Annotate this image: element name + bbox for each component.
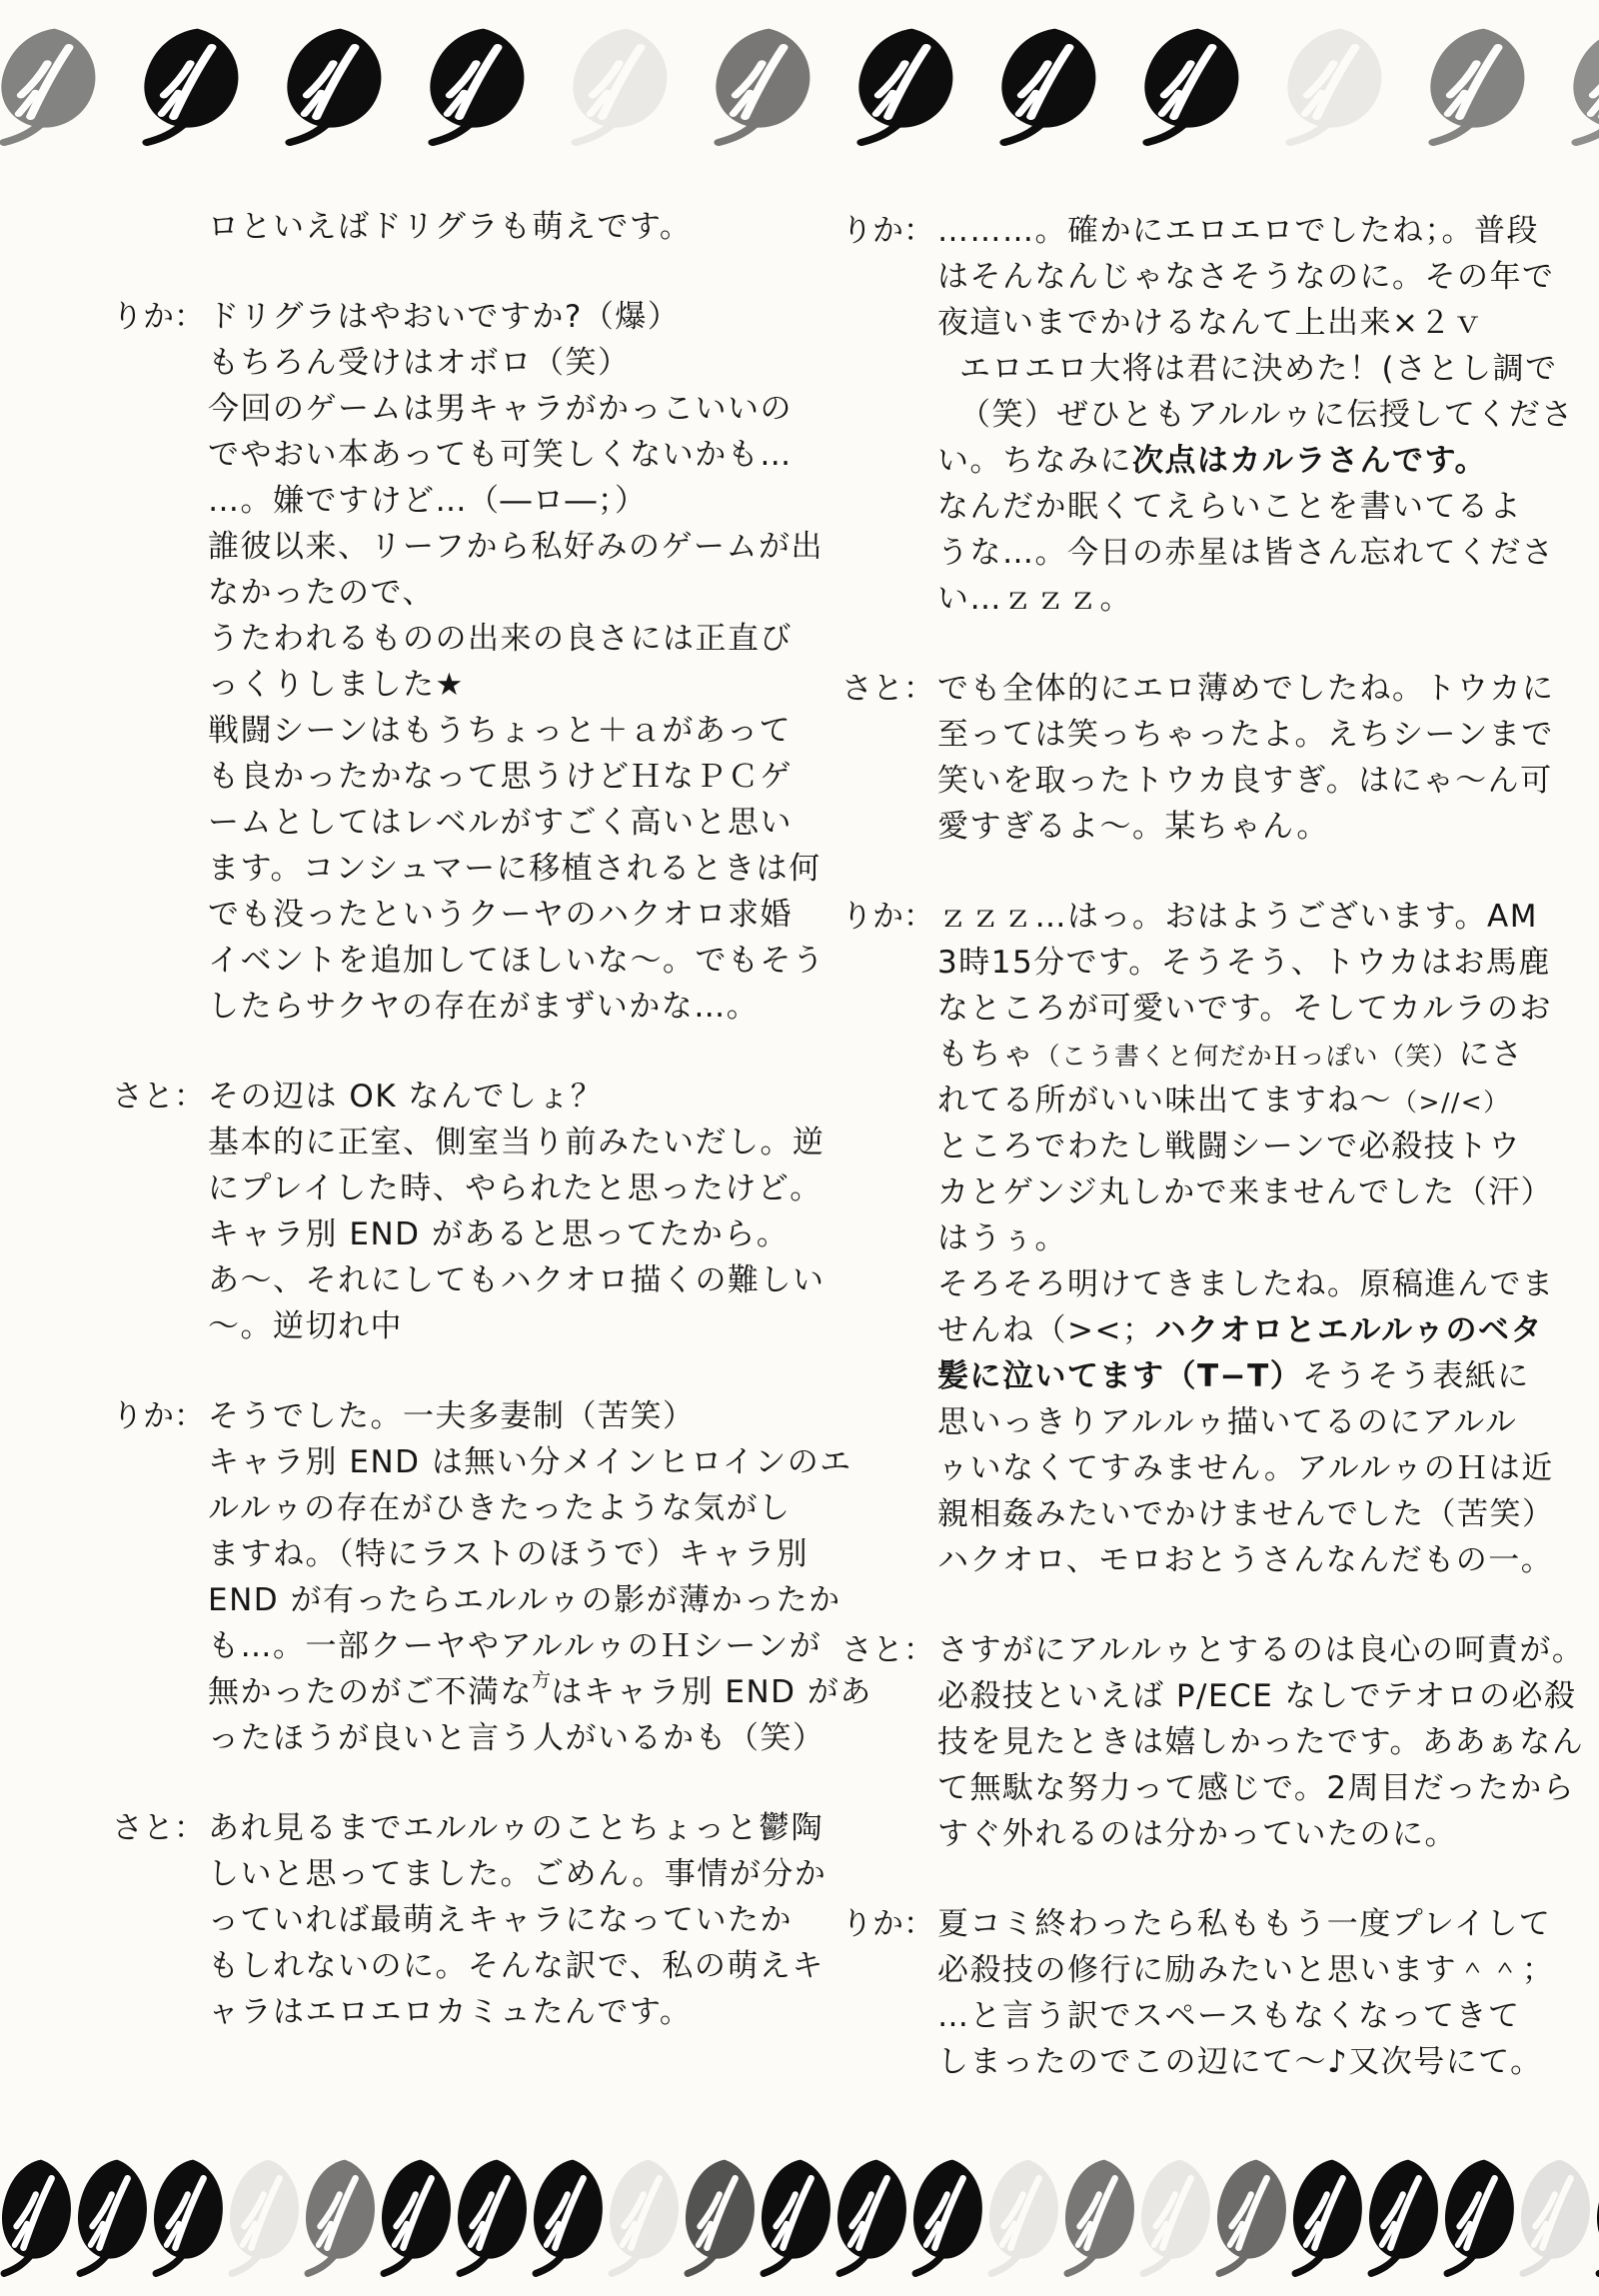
leaf-stamp-icon bbox=[977, 2157, 1065, 2277]
dialogue-paragraph bbox=[112, 1805, 851, 2035]
dialogue-line: ルルゥの存在がひきたったような気がし bbox=[208, 1490, 792, 1526]
dialogue-lines bbox=[208, 1074, 851, 1349]
dialogue-line: れてる所がいい味出てますね〜（>//<） bbox=[937, 1083, 1510, 1119]
dialogue-line: キャラ別 END は無い分メインヒロインのエ bbox=[208, 1444, 852, 1480]
leaf-stamp-icon bbox=[218, 2157, 306, 2277]
leaf-stamp-icon bbox=[0, 26, 105, 146]
dialogue-line: 今回のゲームは男キャラがかっこいいの bbox=[208, 391, 793, 427]
speaker-label: さと： bbox=[112, 1810, 205, 1846]
dialogue-paragraph bbox=[112, 1393, 872, 1761]
leaf-stamp-icon bbox=[750, 2157, 837, 2277]
dialogue-line: 必殺技といえば P/ECE なしでテオロの必殺 bbox=[937, 1678, 1577, 1714]
dialogue-line: なところが可愛いです。そしてカルラのお bbox=[937, 991, 1553, 1027]
dialogue-line: 必殺技の修行に励みたいと思います＾＾； bbox=[937, 1952, 1555, 1988]
dialogue-line: ………。確かにエロエロでしたね；。普段 bbox=[937, 213, 1539, 249]
small-aside: （>//<） bbox=[1392, 1088, 1510, 1117]
dialogue-line: ロといえばドリグラも萌えです。 bbox=[208, 209, 693, 245]
dialogue-line: うたわれるものの出来の良さには正直び bbox=[208, 621, 793, 657]
dialogue-line: その辺は OK なんでしょ？ bbox=[208, 1079, 604, 1115]
leaf-stamp-icon bbox=[1128, 26, 1248, 146]
leaf-stamp-icon bbox=[1557, 26, 1599, 146]
dialogue-line: （笑）ぜひともアルルゥに伝授してくださ bbox=[959, 397, 1574, 433]
leaf-border-top bbox=[0, 26, 1599, 156]
speaker-label: りか： bbox=[841, 899, 934, 935]
dialogue-lines bbox=[937, 1901, 1591, 2085]
leaf-stamp-icon bbox=[1271, 26, 1391, 146]
dialogue-line: はそんなんじゃなさそうなのに。その年で bbox=[937, 259, 1555, 295]
leaf-border-bottom bbox=[0, 2157, 1599, 2287]
speaker-label: りか： bbox=[112, 1398, 205, 1434]
dialogue-lines bbox=[937, 894, 1591, 1583]
leaf-stamp-icon bbox=[66, 2157, 154, 2277]
dialogue-line: ますね。（特にラストのほうで）キャラ別 bbox=[208, 1536, 809, 1572]
dialogue-line: そうでした。一夫多妻制（苦笑） bbox=[208, 1398, 696, 1434]
leaf-stamp-icon bbox=[1281, 2157, 1369, 2277]
leaf-stamp-icon bbox=[446, 2157, 534, 2277]
small-aside: （こう書くと何だかＨっぽい（笑） bbox=[1034, 1042, 1459, 1071]
dialogue-line: なかったので、 bbox=[208, 575, 435, 611]
dialogue-line: せんね（><；ハクオロとエルルゥのベタ bbox=[937, 1312, 1544, 1348]
leaf-stamp-icon bbox=[985, 26, 1105, 146]
leaf-stamp-icon bbox=[142, 2157, 230, 2277]
leaf-stamp-icon bbox=[1509, 2157, 1597, 2277]
dialogue-lines bbox=[208, 1393, 872, 1761]
dialogue-line: でやおい本あっても可笑しくないかも… bbox=[208, 437, 793, 473]
dialogue-column-left bbox=[112, 204, 872, 2079]
dialogue-paragraph bbox=[841, 1627, 1591, 1857]
dialogue-line: 笑いを取ったトウカ良すぎ。はにゃ〜ん可 bbox=[937, 763, 1553, 799]
dialogue-line: 3時15分です。そうそう、トウカはお馬鹿 bbox=[937, 945, 1551, 981]
leaf-stamp-icon bbox=[128, 26, 248, 146]
bold-emphasis: 次点はカルラさんです。 bbox=[1132, 443, 1488, 479]
dialogue-line: もしれないのに。そんな訳で、私の萌えキ bbox=[208, 1948, 824, 1984]
dialogue-line: エロエロ大将は君に決めた！(さとし調で bbox=[959, 351, 1558, 387]
dialogue-paragraph bbox=[112, 1074, 851, 1349]
dialogue-line: そろそろ明けてきましたね。原稿進んでま bbox=[937, 1266, 1555, 1302]
leaf-stamp-icon bbox=[1585, 2157, 1599, 2277]
dialogue-line: したらサクヤの存在がまずいかな…。 bbox=[208, 989, 760, 1025]
dialogue-line: 至っては笑っちゃったよ。えちシーンまで bbox=[937, 717, 1554, 753]
dialogue-line: しまったのでこの辺にて〜♪又次号にて。 bbox=[937, 2044, 1543, 2080]
speaker-label: さと： bbox=[841, 671, 934, 707]
leaf-stamp-icon bbox=[842, 26, 962, 146]
dialogue-line: はうぅ。 bbox=[937, 1220, 1067, 1256]
dialogue-line: カとゲンジ丸しかで来ませんでした（汗） bbox=[937, 1174, 1554, 1210]
dialogue-line: さすがにアルルゥとするのは良心の呵責が。 bbox=[937, 1632, 1585, 1668]
dialogue-line: ます。コンシュマーに移植されるときは何 bbox=[208, 851, 821, 887]
dialogue-lines bbox=[208, 204, 851, 250]
dialogue-line: うな…。今日の赤星は皆さん忘れてくださ bbox=[937, 535, 1555, 571]
leaf-stamp-icon bbox=[271, 26, 391, 146]
dialogue-line: 無かったのがご不満な方はキャラ別 END があ bbox=[208, 1669, 872, 1710]
dialogue-line: 基本的に正室、側室当り前みたいだし。逆 bbox=[208, 1125, 825, 1160]
dialogue-lines bbox=[208, 1805, 851, 2035]
dialogue-line: い…ｚｚｚ。 bbox=[937, 581, 1132, 617]
leaf-stamp-icon bbox=[370, 2157, 458, 2277]
dialogue-line: ハクオロ、モロおとうさんなんだもの一。 bbox=[937, 1542, 1554, 1578]
leaf-stamp-icon bbox=[1357, 2157, 1445, 2277]
speaker-label: さと： bbox=[112, 1079, 205, 1115]
dialogue-paragraph bbox=[112, 294, 851, 1030]
leaf-stamp-icon bbox=[522, 2157, 610, 2277]
dialogue-line: でも全体的にエロ薄めでしたね。トウカに bbox=[937, 671, 1555, 707]
dialogue-paragraph bbox=[112, 204, 851, 250]
dialogue-line: ったほうが良いと言う人がいるかも（笑） bbox=[208, 1720, 825, 1756]
dialogue-line: 親相姦みたいでかけませんでした（苦笑） bbox=[937, 1496, 1555, 1532]
leaf-stamp-icon bbox=[700, 26, 819, 146]
leaf-stamp-icon bbox=[1414, 26, 1534, 146]
dialogue-line: て無駄な努力って感じで。2周目だったから bbox=[937, 1770, 1576, 1806]
dialogue-paragraph bbox=[841, 208, 1591, 622]
dialogue-line: い。ちなみに次点はカルラさんです。 bbox=[937, 443, 1488, 479]
dialogue-line: ゥいなくてすみません。アルルゥのＨは近 bbox=[937, 1450, 1554, 1486]
dialogue-line: ームとしてはレベルがすごく高いと思い bbox=[208, 805, 793, 841]
dialogue-line: あ〜、それにしてもハクオロ描くの難しい bbox=[208, 1262, 825, 1298]
speaker-label: さと： bbox=[841, 1632, 934, 1668]
dialogue-line: しいと思ってました。ごめん。事情が分か bbox=[208, 1856, 827, 1892]
dialogue-line: 髪に泣いてます（T−T）そうそう表紙に bbox=[937, 1358, 1530, 1394]
speaker-label: りか： bbox=[841, 1906, 934, 1942]
dialogue-line: ところでわたし戦闘シーンで必殺技トウ bbox=[937, 1129, 1522, 1164]
dialogue-line: …。嫌ですけど…（―ロ―；） bbox=[208, 483, 648, 519]
leaf-stamp-icon bbox=[598, 2157, 686, 2277]
dialogue-line: ャラはエロエロカミュたんです。 bbox=[208, 1994, 693, 2030]
dialogue-line: ｚｚｚ…はっ。おはようございます。AM bbox=[937, 899, 1538, 935]
dialogue-line: 〜。逆切れ中 bbox=[208, 1308, 403, 1344]
dialogue-line: あれ見るまでエルルゥのことちょっと鬱陶 bbox=[208, 1810, 824, 1846]
dialogue-paragraph bbox=[841, 894, 1591, 1583]
dialogue-line: 技を見たときは嬉しかったです。ああぁなん bbox=[937, 1724, 1585, 1760]
leaf-stamp-icon bbox=[1433, 2157, 1521, 2277]
dialogue-lines bbox=[208, 294, 851, 1030]
dialogue-line: END が有ったらエルルゥの影が薄かったか bbox=[208, 1582, 841, 1618]
dialogue-line: イベントを追加してほしいな〜。でもそう bbox=[208, 943, 825, 979]
dialogue-paragraph bbox=[841, 1901, 1591, 2085]
dialogue-line: も良かったかなって思うけどＨなＰＣゲ bbox=[208, 759, 793, 795]
leaf-stamp-icon bbox=[294, 2157, 382, 2277]
dialogue-line: も…。一部クーヤやアルルゥのＨシーンが bbox=[208, 1628, 822, 1664]
bold-emphasis: ハクオロとエルルゥのベタ bbox=[1154, 1312, 1544, 1348]
dialogue-line: 戦闘シーンはもうちょっと＋ａがあって bbox=[208, 713, 793, 749]
leaf-stamp-icon bbox=[1129, 2157, 1217, 2277]
leaf-stamp-icon bbox=[557, 26, 677, 146]
dialogue-line: もちろん受けはオボロ（笑） bbox=[208, 345, 631, 381]
dialogue-lines bbox=[937, 666, 1591, 850]
leaf-stamp-icon bbox=[1053, 2157, 1141, 2277]
dialogue-line: 思いっきりアルルゥ描いてるのにアルル bbox=[937, 1404, 1518, 1440]
speaker-label: りか： bbox=[841, 213, 934, 249]
dialogue-lines bbox=[937, 1627, 1591, 1857]
bold-emphasis: 髪に泣いてます（T−T） bbox=[937, 1358, 1303, 1394]
leaf-stamp-icon bbox=[414, 26, 534, 146]
dialogue-line: っていれば最萌えキャラになっていたか bbox=[208, 1902, 793, 1938]
leaf-stamp-icon bbox=[1205, 2157, 1293, 2277]
dialogue-line: なんだか眠くてえらいことを書いてるよ bbox=[937, 489, 1522, 525]
dialogue-line: でも没ったというクーヤのハクオロ求婚 bbox=[208, 897, 793, 933]
dialogue-line: っくりしました★ bbox=[208, 667, 465, 703]
dialogue-line: にプレイした時、やられたと思ったけど。 bbox=[208, 1170, 822, 1206]
dialogue-line: 夏コミ終わったら私ももう一度プレイして bbox=[937, 1906, 1552, 1942]
leaf-stamp-icon bbox=[901, 2157, 989, 2277]
leaf-stamp-icon bbox=[825, 2157, 913, 2277]
dialogue-lines bbox=[937, 208, 1591, 622]
dialogue-line: もちゃ（こう書くと何だかＨっぽい（笑）にさ bbox=[937, 1037, 1524, 1073]
dialogue-line: キャラ別 END があると思ってたから。 bbox=[208, 1216, 790, 1252]
speaker-label bbox=[112, 204, 208, 250]
dialogue-line: 誰彼以来、リーフから私好みのゲームが出 bbox=[208, 529, 823, 565]
leaf-stamp-icon bbox=[674, 2157, 762, 2277]
speaker-label: りか： bbox=[112, 299, 205, 335]
dialogue-column-right bbox=[841, 208, 1591, 2129]
dialogue-paragraph bbox=[841, 666, 1591, 850]
dialogue-line: ドリグラはやおいですか?（爆） bbox=[208, 299, 681, 335]
dialogue-line: 愛すぎるよ〜。某ちゃん。 bbox=[937, 809, 1329, 845]
dialogue-line: 夜這いまでかけるなんて上出来×２ｖ bbox=[937, 305, 1485, 341]
dialogue-line: すぐ外れるのは分かっていたのに。 bbox=[937, 1816, 1457, 1852]
dialogue-line: …と言う訳でスペースもなくなってきて bbox=[937, 1998, 1521, 2034]
